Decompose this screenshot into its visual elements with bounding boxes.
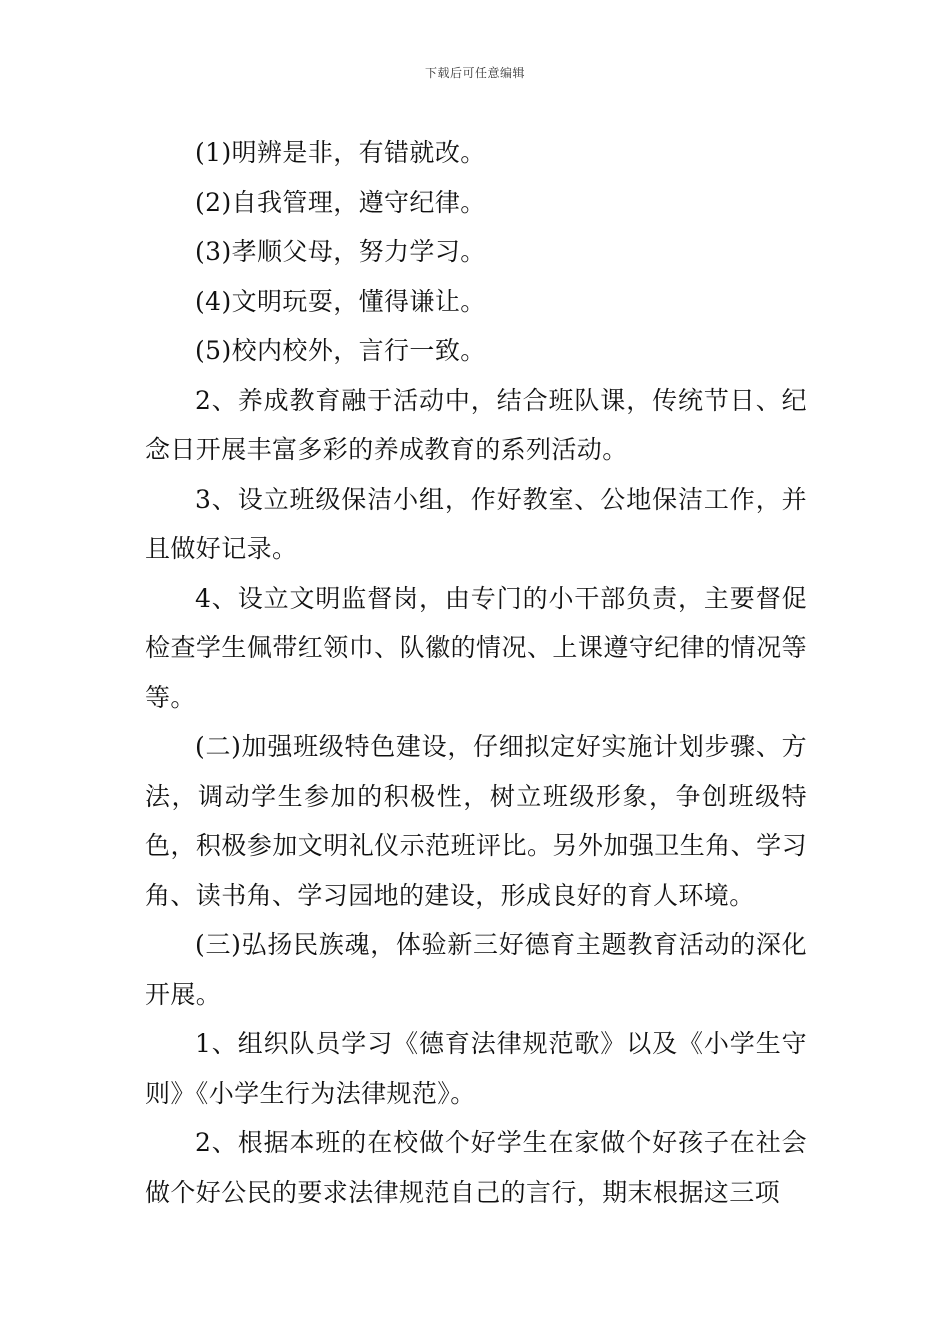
paragraph-supervision-post: 4、设立文明监督岗，由专门的小干部负责，主要督促检查学生佩带红领巾、队徽的情况、上课遵守纪律的情况等等。 [145,583,807,712]
section-three-heading: (三)弘扬民族魂，体验新三好德育主题教育活动的深化开展。 [145,930,807,1009]
paragraph-cleaning-group: 3、设立班级保洁小组，作好教室、公地保洁工作，并且做好记录。 [145,484,807,563]
list-item-2: (2)自我管理，遵守纪律。 [195,187,486,217]
section-two-paragraph: (二)加强班级特色建设，仔细拟定好实施计划步骤、方法，调动学生参加的积极性，树立班级形象，争创班级特色，积极参加文明礼仪示范班评比。另外加强卫生角、学习角、读书角、学习园地的建设，形成良好的育人环境。 [145,732,807,910]
list-item-4: (4)文明玩耍，懂得谦让。 [195,286,486,316]
paragraph-study-rules: 1、组织队员学习《德育法律规范歌》以及《小学生守则》《小学生行为法律规范》。 [145,1029,807,1108]
list-item-5: (5)校内校外，言行一致。 [195,336,486,365]
paragraph-self-discipline: 2、根据本班的在校做个好学生在家做个好孩子在社会做个好公民的要求法律规范自己的言行，期末根据这三项 [145,1128,807,1207]
paragraph-activities: 2、养成教育融于活动中，结合班队课，传统节日、纪念日开展丰富多彩的养成教育的系列活动。 [145,385,807,464]
document-body [145,128,807,1217]
list-item-1: (1)明辨是非，有错就改。 [195,138,486,167]
page-header: 下载后可任意编辑 [424,66,525,80]
list-item-3: (3)孝顺父母，努力学习。 [195,237,486,266]
